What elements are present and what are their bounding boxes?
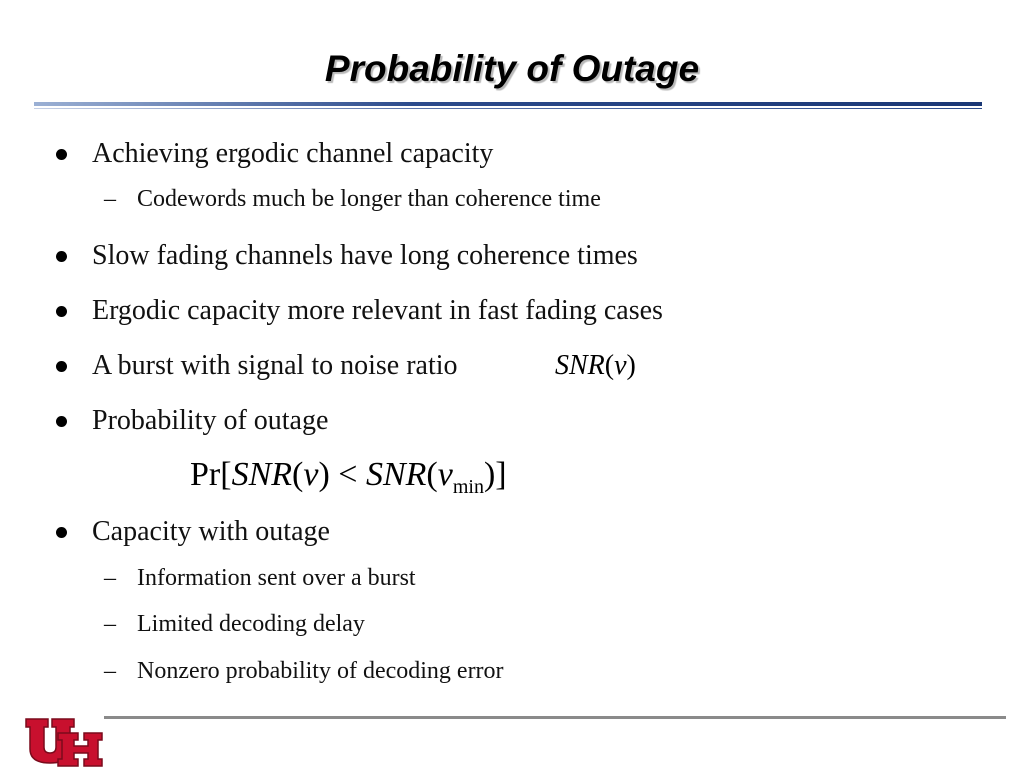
sub-bullet-text: Information sent over a burst (137, 565, 416, 591)
sub-bullet-text: Codewords much be longer than coherence time (137, 186, 601, 212)
bullet-dot (56, 416, 67, 427)
bullet-text: A burst with signal to noise ratio (92, 350, 458, 381)
eq-paren-close-left: ) (318, 456, 330, 493)
footer-rule (104, 716, 1006, 719)
bullet-dot (56, 361, 67, 372)
eq-less-than: < (338, 456, 358, 493)
sub-bullet-dash: – (104, 611, 116, 637)
bullet-dot (56, 251, 67, 262)
uh-logo (24, 713, 104, 768)
outage-probability-equation (190, 450, 507, 512)
sub-bullet-dash: – (104, 565, 116, 591)
sub-bullet-dash: – (104, 186, 116, 212)
formula-paren-close: ) (626, 350, 636, 381)
bullet-dot (56, 306, 67, 317)
snr-formula (555, 350, 636, 382)
nu-symbol: ν (614, 350, 627, 381)
bullet-text: Ergodic capacity more relevant in fast fading cases (92, 295, 663, 326)
sub-bullet-dash: – (104, 658, 116, 684)
bullet-dot (56, 149, 67, 160)
eq-subscript-min: min (452, 476, 484, 498)
bullet-text: Slow fading channels have long coherence times (92, 240, 638, 271)
slide-title: Probability of Outage (324, 48, 700, 89)
formula-paren-open: ( (604, 350, 615, 381)
snr-symbol: SNR (555, 350, 605, 381)
bullet-text: Capacity with outage (92, 516, 330, 547)
eq-paren-open-right: ( (426, 456, 438, 493)
sub-bullet-text: Limited decoding delay (137, 611, 365, 637)
eq-pr: Pr[ (190, 456, 232, 493)
eq-snr-right: SNR (365, 456, 427, 493)
eq-paren-open-left: ( (292, 456, 304, 493)
sub-bullet-text: Nonzero probability of decoding error (137, 658, 504, 684)
eq-snr-left: SNR (231, 456, 293, 493)
eq-nu-right: ν (437, 456, 453, 493)
eq-nu-left: ν (303, 456, 319, 493)
bullet-dot (56, 527, 67, 538)
bullet-text: Achieving ergodic channel capacity (92, 138, 494, 169)
eq-close-bracket: )] (483, 456, 507, 493)
bullet-text: Probability of outage (92, 405, 329, 436)
